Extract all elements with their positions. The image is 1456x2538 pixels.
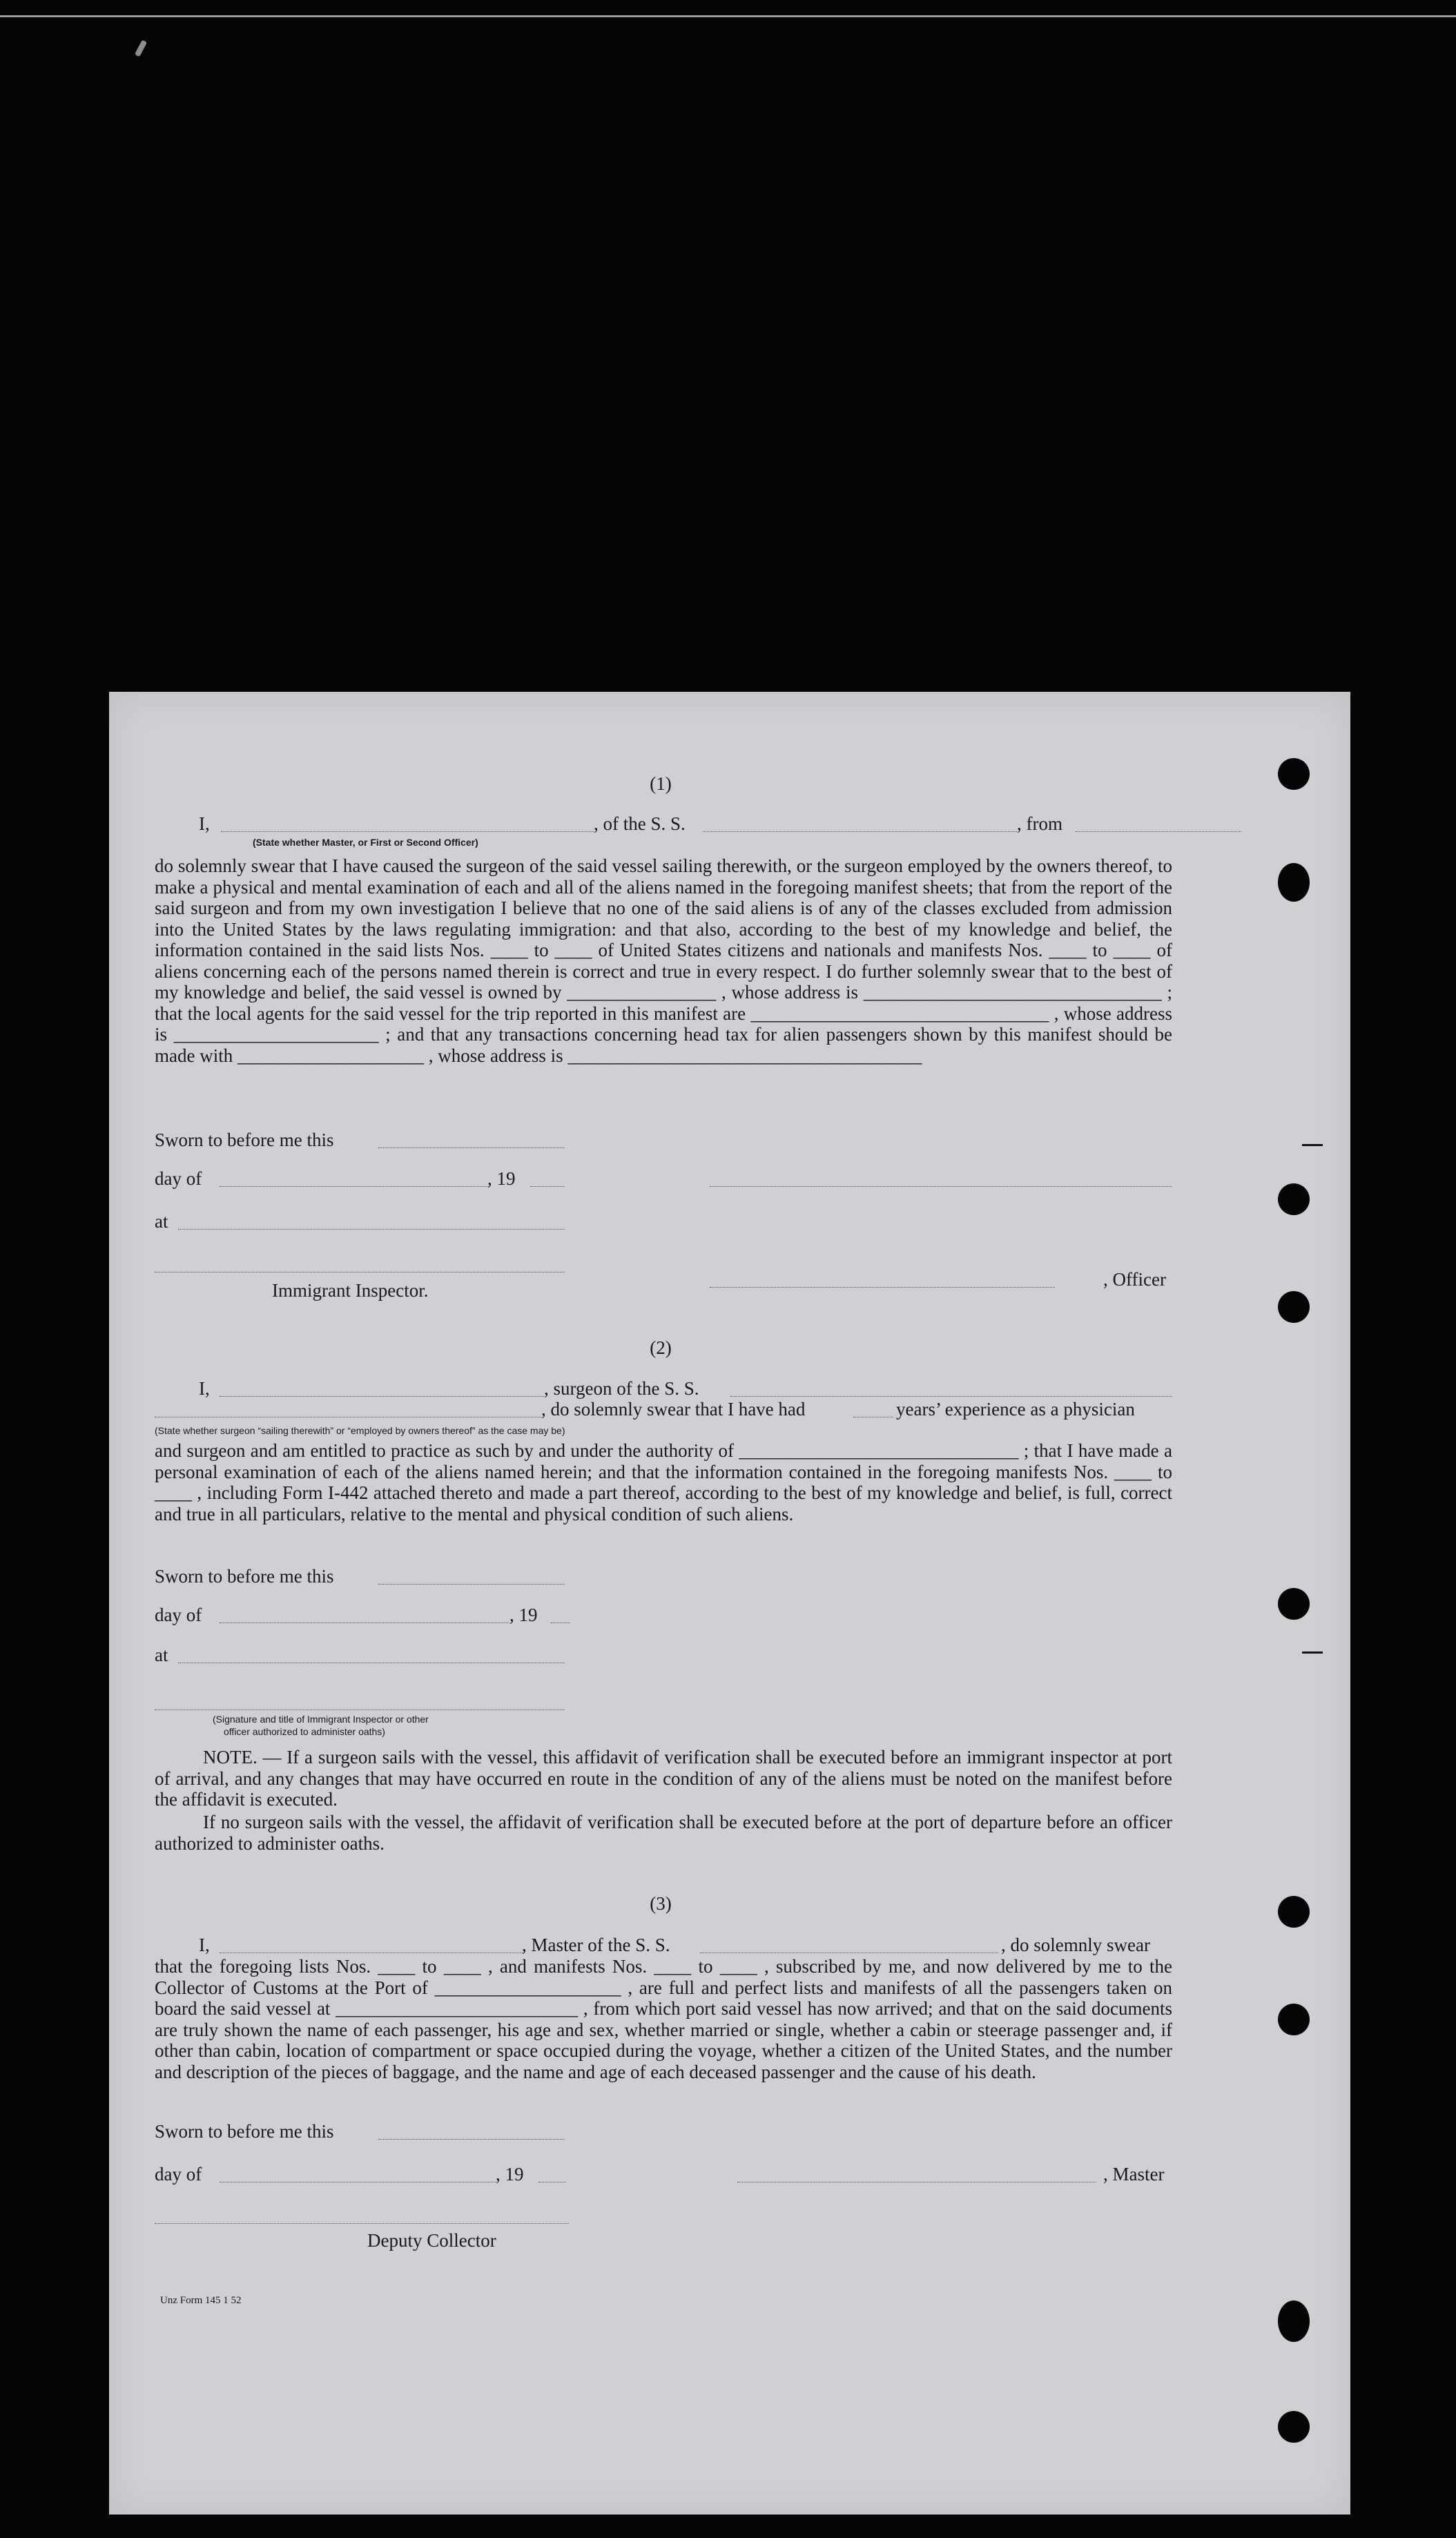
scan-top-edge <box>0 15 1456 17</box>
section-2-open: I, <box>199 1378 210 1399</box>
section-3-oath: that the foregoing lists Nos. ____ to ____ , and manifests Nos. ____ to ____ , subscribed by me, and now delivered by me to the Collector of Customs at the Port of ____________________ , are full and perfect lists and manifests of all the passengers taken on board the said vessel at __________________________ , from which port said vessel has now arrived; and that on the said documents are truly shown the name of each passenger, his age and sex, whether married or single, whether a cabin or steerage passenger and, if other than cabin, location of compartment or space occupied during the voyage, whether a citizen of the United States, and the number and description of the pieces of baggage, and the name and age of each deceased passenger and the cause of his death. <box>155 1956 1172 2082</box>
year-field[interactable] <box>551 1622 570 1623</box>
pencil-mark <box>135 40 147 57</box>
section-1-day-of: day of <box>155 1168 202 1189</box>
section-1-number: (1) <box>650 773 672 794</box>
of-ss-text: , of the S. S. <box>594 813 686 834</box>
sworn-month-field[interactable] <box>220 1622 509 1623</box>
punch-hole <box>1278 1183 1310 1215</box>
punch-hole <box>1278 758 1310 790</box>
master-swear: , do solemnly swear <box>1001 1935 1150 1955</box>
section-2-day-of: day of <box>155 1605 202 1625</box>
punch-hole <box>1278 863 1310 902</box>
punch-hole <box>1278 1896 1310 1928</box>
section-1-year: , 19 <box>487 1168 516 1189</box>
surgeon-name-field[interactable] <box>220 1396 544 1397</box>
surgeon-of-text: , surgeon of the S. S. <box>544 1378 699 1399</box>
inspector-signature-field[interactable] <box>155 1709 565 1710</box>
section-1-at: at <box>155 1211 168 1232</box>
margin-mark <box>1302 1144 1323 1146</box>
officer-field[interactable] <box>710 1287 1055 1288</box>
section-1-oath: do solemnly swear that I have caused the surgeon of the said vessel sailing therewith, or the surgeon employed by the owners thereof, to make a physical and mental examination of each and all of the aliens named in the foregoing manifest sheets; that from the report of the said surgeon and from my own investigation I believe that no one of the said aliens is of any of the classes excluded from admission into the United States by the laws regulating immigration: and that also, according to the best of my knowledge and belief, the information contained in the said lists Nos. ____ to ____ of United States citizens and nationals and manifests Nos. ____ to ____ of aliens concerning each of the persons named therein is correct and true in every respect. I do further solemnly swear that to the best of my knowledge and belief, the said vessel is owned by ________________ , whose address is ________________________________ ; that the local agents for the said vessel for the trip reported in this manifest are ________________________________ , whose address is ______________________ ; and that any transactions concerning head tax for alien passengers shown by this manifest should be made with ____________________ , whose address is ______________________________________ <box>155 855 1172 1066</box>
section-3-sworn: Sworn to before me this <box>155 2121 334 2142</box>
note-paragraph-1: NOTE. — If a surgeon sails with the vessel, this affidavit of verification shall be executed before an immigrant inspector at port of arrival, and any changes that may have occurred en route in the condition of any of the aliens must be noted on the manifest before the affidavit is executed. <box>155 1747 1172 1810</box>
deputy-collector-label: Deputy Collector <box>367 2230 496 2251</box>
punch-hole <box>1278 2411 1310 2443</box>
years-text: years’ experience as a physician <box>896 1399 1135 1420</box>
section-2-at: at <box>155 1645 168 1665</box>
sworn-day-field[interactable] <box>378 1584 565 1585</box>
inspector-label: Immigrant Inspector. <box>272 1280 429 1301</box>
surgeon-swear: , do solemnly swear that I have had <box>541 1399 806 1420</box>
section-2-number: (2) <box>650 1337 672 1358</box>
sworn-month-field[interactable] <box>220 1186 489 1187</box>
master-label: , Master <box>1103 2164 1165 2185</box>
punch-hole <box>1278 2004 1310 2035</box>
section-1-sworn: Sworn to before me this <box>155 1130 334 1150</box>
sworn-day-field[interactable] <box>378 1147 565 1148</box>
section-1-open: I, <box>199 813 210 834</box>
sworn-day-field[interactable] <box>378 2139 565 2140</box>
vessel-name-field[interactable] <box>703 831 1017 832</box>
from-port-field[interactable] <box>1076 831 1241 832</box>
punch-hole <box>1278 1588 1310 1620</box>
section-2-year: , 19 <box>509 1605 538 1625</box>
section-3-year: , 19 <box>496 2164 524 2185</box>
signature-note-1: (Signature and title of Immigrant Inspector or other <box>213 1714 429 1725</box>
place-field[interactable] <box>178 1229 565 1230</box>
section-3-day-of: day of <box>155 2164 202 2185</box>
section-2-oath: and surgeon and am entitled to practice as such by and under the authority of ______________________________ ; that I have made a personal examination of each of the aliens named herein; and that the information contained in the foregoing manifests Nos. ____ to ____ , including Form I-442 attached thereto and made a part thereof, according to the best of my knowledge and belief, is full, correct and true in all particulars, relative to the mental and physical condition of such aliens. <box>155 1440 1172 1524</box>
surgeon-vessel-field[interactable] <box>730 1396 1172 1397</box>
officer-name-field[interactable] <box>221 831 594 832</box>
year-field[interactable] <box>530 1186 565 1187</box>
section-3-open: I, <box>199 1935 210 1955</box>
officer-label: , Officer <box>1103 1269 1166 1290</box>
signature-note-2: officer authorized to administer oaths) <box>224 1726 385 1737</box>
master-of-text: , Master of the S. S. <box>522 1935 670 1955</box>
section-3-number: (3) <box>650 1893 672 1914</box>
note-paragraph-2: If no surgeon sails with the vessel, the affidavit of verification shall be executed before at the port of departure before an officer authorized to administer oaths. <box>155 1812 1172 1854</box>
officer-note: (State whether Master, or First or Second Officer) <box>253 837 478 848</box>
manifest-affidavit-sheet <box>109 692 1350 2515</box>
punch-hole <box>1278 1291 1310 1323</box>
section-2-sworn: Sworn to before me this <box>155 1566 334 1587</box>
from-text: , from <box>1017 813 1062 834</box>
signature-field[interactable] <box>710 1186 1172 1187</box>
surgeon-note: (State whether surgeon “sailing therewith” or “employed by owners thereof” as the case may be) <box>155 1425 565 1436</box>
form-identifier: Unz Form 145 1 52 <box>160 2295 242 2306</box>
punch-hole <box>1278 2300 1310 2342</box>
margin-mark <box>1302 1651 1323 1654</box>
collector-signature-field[interactable] <box>155 2223 569 2224</box>
